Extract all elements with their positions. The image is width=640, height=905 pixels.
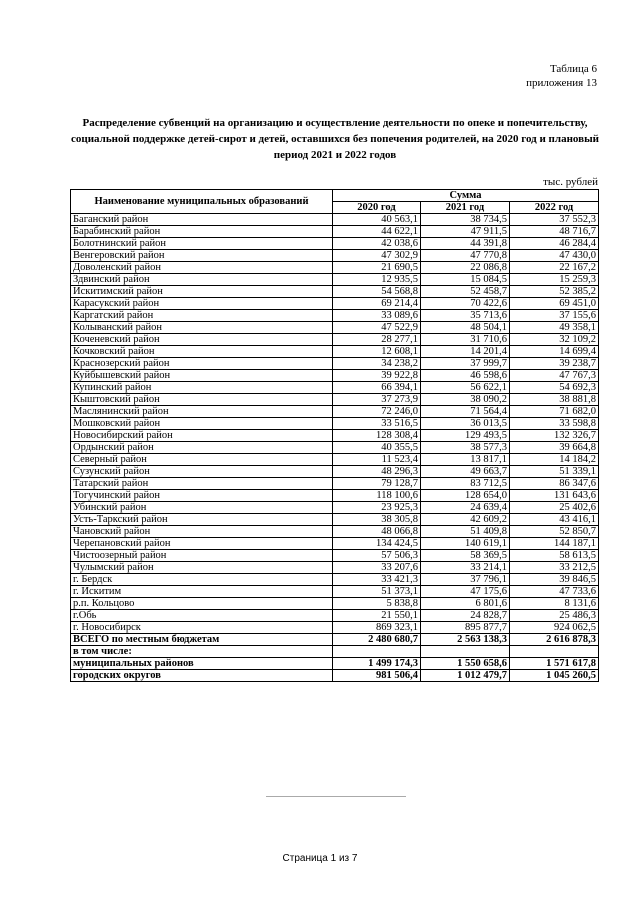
total-row [71,670,599,682]
table-row [71,526,599,538]
row-value-2021: 24 828,7 [421,610,510,622]
row-value-2022: 22 167,2 [510,262,599,274]
row-value-2021: 42 609,2 [421,514,510,526]
row-value-2022: 47 733,6 [510,586,599,598]
row-name: Маслянинский район [71,406,333,418]
row-value-2020: 1 499 174,3 [333,658,421,670]
row-value-2020: 40 355,5 [333,442,421,454]
row-value-2021: 48 504,1 [421,322,510,334]
row-value-2021: 14 201,4 [421,346,510,358]
table-row [71,370,599,382]
table-row [71,622,599,634]
row-name: Северный район [71,454,333,466]
subsidy-table [70,189,599,682]
row-value-2020: 79 128,7 [333,478,421,490]
row-name: Куйбышевский район [71,370,333,382]
row-value-2021: 83 712,5 [421,478,510,490]
row-value-2020: 869 323,1 [333,622,421,634]
row-value-2020: 33 089,6 [333,310,421,322]
row-value-2021: 36 013,5 [421,418,510,430]
row-value-2022: 1 571 617,8 [510,658,599,670]
row-value-2022: 69 451,0 [510,298,599,310]
row-value-2022: 49 358,1 [510,322,599,334]
row-value-2020: 21 690,5 [333,262,421,274]
row-value-2022 [510,646,599,658]
row-value-2020: 44 622,1 [333,226,421,238]
row-name: г. Новосибирск [71,622,333,634]
row-value-2021 [421,646,510,658]
row-value-2022: 37 155,6 [510,310,599,322]
row-value-2020 [333,646,421,658]
row-name: Усть-Таркский район [71,514,333,526]
row-value-2022: 39 664,8 [510,442,599,454]
row-name: Чулымский район [71,562,333,574]
row-value-2020: 5 838,8 [333,598,421,610]
row-name: Краснозерский район [71,358,333,370]
row-value-2020: 21 550,1 [333,610,421,622]
row-value-2021: 6 801,6 [421,598,510,610]
table-row [71,346,599,358]
row-value-2020: 12 608,1 [333,346,421,358]
row-value-2020: 54 568,8 [333,286,421,298]
row-value-2020: 12 935,5 [333,274,421,286]
row-value-2020: 134 424,5 [333,538,421,550]
row-value-2022: 46 284,4 [510,238,599,250]
table-row [71,274,599,286]
row-value-2022: 14 699,4 [510,346,599,358]
row-name: Искитимский район [71,286,333,298]
row-value-2022: 131 643,6 [510,490,599,502]
document-title: Распределение субвенций на организацию и осуществление деятельности по опеке и попечительству, социальной поддержке детей-сирот и детей, оставшихся без попечения родителей, на 2020 год и плановый период 2021 и 2022 годов [71,117,599,161]
row-value-2021: 13 817,1 [421,454,510,466]
row-value-2021: 37 999,7 [421,358,510,370]
total-row [71,646,599,658]
row-value-2020: 34 238,2 [333,358,421,370]
row-value-2021: 24 639,4 [421,502,510,514]
row-name: Купинский район [71,382,333,394]
row-value-2022: 924 062,5 [510,622,599,634]
row-value-2021: 46 598,6 [421,370,510,382]
table-number: Таблица 6 [549,63,597,75]
row-value-2021: 52 458,7 [421,286,510,298]
row-value-2022: 48 716,7 [510,226,599,238]
row-value-2020: 48 066,8 [333,526,421,538]
table-row [71,454,599,466]
table-row [71,430,599,442]
table-row [71,322,599,334]
column-header-2022: 2022 год [510,202,599,214]
annex-reference: приложения 13 [526,77,597,89]
page-footer: Страница 1 из 7 [282,853,358,864]
row-value-2020: 69 214,4 [333,298,421,310]
row-name: Татарский район [71,478,333,490]
row-value-2022: 25 402,6 [510,502,599,514]
row-name: Баганский район [71,214,333,226]
row-value-2022: 43 416,1 [510,514,599,526]
row-name: г.Обь [71,610,333,622]
table-row [71,442,599,454]
row-name: г. Искитим [71,586,333,598]
row-value-2021: 47 770,8 [421,250,510,262]
row-value-2021: 1 550 658,6 [421,658,510,670]
row-value-2020: 39 922,8 [333,370,421,382]
row-value-2022: 1 045 260,5 [510,670,599,682]
row-value-2021: 58 369,5 [421,550,510,562]
row-name: Кочковский район [71,346,333,358]
table-row [71,550,599,562]
row-name: р.п. Кольцово [71,598,333,610]
row-name: Чистоозерный район [71,550,333,562]
table-row [71,334,599,346]
row-value-2021: 38 090,2 [421,394,510,406]
row-value-2021: 35 713,6 [421,310,510,322]
row-value-2022: 144 187,1 [510,538,599,550]
row-name: Чановский район [71,526,333,538]
total-row [71,658,599,670]
table-row [71,286,599,298]
total-row [71,634,599,646]
row-name: Барабинский район [71,226,333,238]
row-value-2020: 128 308,4 [333,430,421,442]
row-value-2022: 71 682,0 [510,406,599,418]
row-value-2022: 52 850,7 [510,526,599,538]
row-value-2021: 56 622,1 [421,382,510,394]
row-name: городских округов [71,670,333,682]
row-value-2020: 48 296,3 [333,466,421,478]
table-row [71,574,599,586]
row-value-2022: 58 613,5 [510,550,599,562]
row-name: Ордынский район [71,442,333,454]
row-value-2022: 132 326,7 [510,430,599,442]
column-header-2020: 2020 год [333,202,421,214]
row-value-2020: 57 506,3 [333,550,421,562]
table-row [71,598,599,610]
row-value-2021: 895 877,7 [421,622,510,634]
row-name: Доволенский район [71,262,333,274]
row-value-2022: 39 238,7 [510,358,599,370]
row-value-2021: 51 409,8 [421,526,510,538]
row-value-2021: 47 911,5 [421,226,510,238]
row-name: Новосибирский район [71,430,333,442]
row-value-2021: 70 422,6 [421,298,510,310]
table-row [71,310,599,322]
row-value-2021: 140 619,1 [421,538,510,550]
row-value-2020: 28 277,1 [333,334,421,346]
row-name: ВСЕГО по местным бюджетам [71,634,333,646]
table-row [71,466,599,478]
row-value-2020: 33 207,6 [333,562,421,574]
row-value-2021: 1 012 479,7 [421,670,510,682]
table-row [71,586,599,598]
row-name: Венгеровский район [71,250,333,262]
row-value-2022: 38 881,8 [510,394,599,406]
table-body [71,214,599,682]
row-name: Убинский район [71,502,333,514]
row-name: Сузунский район [71,466,333,478]
row-name: Болотнинский район [71,238,333,250]
table-row [71,298,599,310]
row-value-2021: 22 086,8 [421,262,510,274]
row-name: Колыванский район [71,322,333,334]
row-value-2022: 51 339,1 [510,466,599,478]
table-row [71,490,599,502]
row-value-2020: 72 246,0 [333,406,421,418]
row-value-2020: 47 522,9 [333,322,421,334]
row-value-2020: 37 273,9 [333,394,421,406]
row-value-2021: 47 175,6 [421,586,510,598]
row-value-2020: 2 480 680,7 [333,634,421,646]
unit-label: тыс. рублей [543,176,598,188]
table-row [71,562,599,574]
table-row [71,394,599,406]
table-row [71,238,599,250]
row-value-2022: 52 385,2 [510,286,599,298]
row-name: Тогучинский район [71,490,333,502]
column-header-name: Наименование муниципальных образований [71,190,333,214]
row-value-2020: 981 506,4 [333,670,421,682]
column-header-2021: 2021 год [421,202,510,214]
table-row [71,478,599,490]
row-name: в том числе: [71,646,333,658]
row-value-2020: 11 523,4 [333,454,421,466]
table-row [71,610,599,622]
row-value-2021: 38 577,3 [421,442,510,454]
row-value-2020: 42 038,6 [333,238,421,250]
row-name: Карасукский район [71,298,333,310]
row-value-2021: 2 563 138,3 [421,634,510,646]
row-value-2021: 128 654,0 [421,490,510,502]
table-row [71,214,599,226]
table-row [71,502,599,514]
row-name: Черепановский район [71,538,333,550]
row-value-2020: 40 563,1 [333,214,421,226]
row-value-2022: 14 184,2 [510,454,599,466]
row-value-2022: 2 616 878,3 [510,634,599,646]
table-row [71,418,599,430]
row-value-2021: 15 084,5 [421,274,510,286]
row-value-2022: 39 846,5 [510,574,599,586]
row-value-2020: 66 394,1 [333,382,421,394]
column-header-sum: Сумма [333,190,599,202]
footnote-separator [266,796,406,797]
row-value-2021: 38 734,5 [421,214,510,226]
row-value-2022: 15 259,3 [510,274,599,286]
row-value-2020: 33 516,5 [333,418,421,430]
row-value-2021: 49 663,7 [421,466,510,478]
table-row [71,538,599,550]
table-row [71,382,599,394]
row-value-2022: 37 552,3 [510,214,599,226]
row-value-2022: 33 598,8 [510,418,599,430]
row-value-2022: 32 109,2 [510,334,599,346]
row-value-2020: 51 373,1 [333,586,421,598]
row-value-2020: 47 302,9 [333,250,421,262]
row-name: Мошковский район [71,418,333,430]
row-value-2022: 8 131,6 [510,598,599,610]
row-value-2021: 71 564,4 [421,406,510,418]
row-value-2020: 33 421,3 [333,574,421,586]
row-name: Коченевский район [71,334,333,346]
row-value-2021: 33 214,1 [421,562,510,574]
table-row [71,262,599,274]
row-value-2020: 118 100,6 [333,490,421,502]
row-value-2022: 47 767,3 [510,370,599,382]
table-row [71,226,599,238]
row-name: г. Бердск [71,574,333,586]
row-name: Каргатский район [71,310,333,322]
row-value-2021: 31 710,6 [421,334,510,346]
row-value-2022: 54 692,3 [510,382,599,394]
row-name: муниципальных районов [71,658,333,670]
row-value-2020: 23 925,3 [333,502,421,514]
row-name: Здвинский район [71,274,333,286]
row-name: Кыштовский район [71,394,333,406]
row-value-2021: 129 493,5 [421,430,510,442]
table-row [71,406,599,418]
row-value-2022: 86 347,6 [510,478,599,490]
row-value-2020: 38 305,8 [333,514,421,526]
row-value-2021: 37 796,1 [421,574,510,586]
row-value-2022: 47 430,0 [510,250,599,262]
table-row [71,514,599,526]
row-value-2022: 33 212,5 [510,562,599,574]
row-value-2021: 44 391,8 [421,238,510,250]
table-row [71,358,599,370]
table-row [71,250,599,262]
row-value-2022: 25 486,3 [510,610,599,622]
